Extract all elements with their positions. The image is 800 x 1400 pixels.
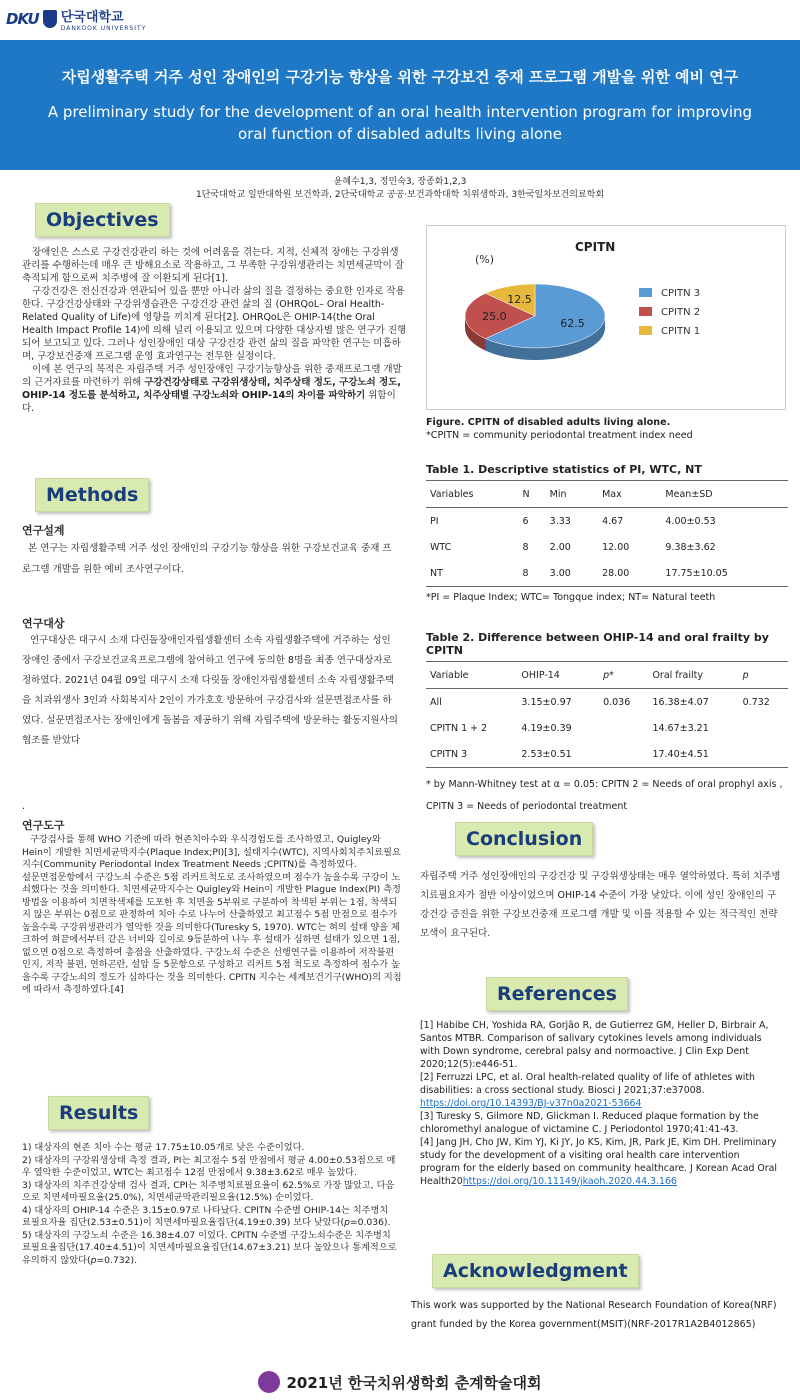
reference-link[interactable]: https://doi.org/10.11149/jkaoh.2020.44.3.166 xyxy=(462,1176,677,1187)
result-1: 1) 대상자의 현존 치아 수는 평균 17.75±10.05개로 낮은 수준이었다. xyxy=(22,1142,305,1153)
top-bar xyxy=(0,0,800,40)
table-cell xyxy=(739,741,788,768)
table-row xyxy=(426,560,788,587)
chart-title: CPITN xyxy=(575,240,616,254)
table2-header: p* xyxy=(603,669,614,681)
design-text: 본 연구는 자립생활주택 거주 성인 장애인의 구강기능 향상을 위한 구강보건교육 중재 프로그램 개발을 위한 예비 조사연구이다. xyxy=(22,543,392,575)
table2-note: * by Mann-Whitney test at α = 0.05: CPITN 2 = Needs of oral prophyl axis , CPITN 3 = Needs of periodontal treatment xyxy=(426,779,783,812)
table1-header: Min xyxy=(549,488,567,500)
references-list xyxy=(420,1019,782,1188)
table2-caption: Table 2. Difference between OHIP-14 and oral frailty by CPITN xyxy=(426,631,769,657)
tool-title: 연구도구 xyxy=(22,819,65,832)
figure-caption-block xyxy=(426,416,786,442)
table-cell: 16.38±4.07 xyxy=(652,696,709,708)
cpitn-pie-svg xyxy=(427,226,785,409)
figure-caption: Figure. CPITN of disabled adults living alone. xyxy=(426,417,671,428)
table2-header: OHIP-14 xyxy=(521,669,560,681)
table-cell: 4.00±0.53 xyxy=(665,515,716,527)
shield-icon xyxy=(43,10,57,28)
pie-data-label: 12.5 xyxy=(507,292,532,306)
subject-title: 연구대상 xyxy=(22,617,65,630)
methods-header: Methods xyxy=(35,478,149,512)
conclusion-header: Conclusion xyxy=(455,822,593,856)
table1-header: N xyxy=(522,488,530,500)
result-4: 4) 대상자의 OHIP-14 수준은 3.15±0.97로 나타났다. CPITN 수준별 OHIP-14는 치주병치료필요자율 집단(2.53±0.51)이 치면세마필요율집단(4.19±0.39) 보다 낮았다(p=0.036). xyxy=(22,1204,391,1228)
table1-header: Variables xyxy=(430,488,474,500)
university-mark: DKU xyxy=(6,10,39,28)
table-cell: 2.53±0.51 xyxy=(521,748,572,760)
table-cell xyxy=(739,715,788,741)
references-header: References xyxy=(486,977,628,1011)
table-cell: 28.00 xyxy=(602,567,630,579)
legend-swatch xyxy=(639,326,652,335)
pie-data-label: 62.5 xyxy=(560,317,585,331)
legend-label: CPITN 3 xyxy=(661,288,701,299)
authors: 윤혜수1,3, 정민숙3, 장종화1,2,3 xyxy=(333,177,467,187)
title-banner xyxy=(0,40,800,170)
reference-item: [2] Ferruzzi LPC, et al. Oral health-related quality of life of athletes with disabilities: a cross sectional study. Biosci J 2021;37:e37008. https://doi.org/10.14393/BJ-v37n0a2021-53664 xyxy=(420,1072,755,1109)
reference-item: [1] Habibe CH, Yoshida RA, Gorjão R, de Gutierrez GM, Heller D, Birbrair A, Santos MTBR. Comparison of salivary cytokines levels among individuals with Down syndrome, cerebral palsy and normoactive. J Clin Exp Dent 2020;12(5):e446-51. xyxy=(420,1020,769,1070)
design-title: 연구설계 xyxy=(22,524,65,537)
legend-swatch xyxy=(639,288,652,297)
table-cell: CPITN 3 xyxy=(430,748,468,760)
table-row xyxy=(426,689,788,716)
table1-header: Mean±SD xyxy=(665,488,713,500)
reference-link[interactable]: https://doi.org/10.14393/BJ-v37n0a2021-53664 xyxy=(420,1098,642,1109)
table-cell: 4.67 xyxy=(602,515,624,527)
title-english: A preliminary study for the development of an oral health intervention program for improving oral function of disabled adults living alone xyxy=(47,103,753,143)
cpitn-chart xyxy=(426,225,786,410)
table2-header: Variable xyxy=(430,669,469,681)
table2-header-row xyxy=(426,662,788,689)
university-name-kr: 단국대학교 xyxy=(60,10,124,25)
table-cell: 2.00 xyxy=(549,541,571,553)
table-cell: 6 xyxy=(522,515,529,527)
table2-header: Oral frailty xyxy=(652,669,703,681)
objectives-body xyxy=(22,246,407,415)
table1-note: *PI = Plaque Index; WTC= Tongque index; NT= Natural teeth xyxy=(426,592,716,603)
legend-label: CPITN 1 xyxy=(661,326,701,337)
table-cell: All xyxy=(430,696,442,708)
table-cell: 9.38±3.62 xyxy=(665,541,716,553)
table-cell: 3.00 xyxy=(549,567,571,579)
table-cell: 8 xyxy=(522,541,529,553)
methods-body xyxy=(22,522,400,580)
table-cell: 0.732 xyxy=(742,696,770,708)
table-cell: NT xyxy=(430,567,443,579)
acknowledgment-header: Acknowledgment xyxy=(432,1254,639,1288)
table2-block xyxy=(426,631,790,818)
table-cell xyxy=(599,715,648,741)
subject-text: 연구대상은 대구시 소재 다린돌장애인자립생활센터 소속 자립생활주택에 거주하는 성인 장애인 중에서 구강보건교육프로그램에 참여하고 연구에 동의한 8명을 최종 연구대상자로 정하였다. 2021년 04월 09일 대구시 소재 다릿돌 장애인자립생활센터 소속 자립생활주택을 치과위생사 3인과 사회복지사 2인이 가가호호 방문하여 구강검사와 설문면접조사를 하였다. 설문면접조사는 장애인에게 돌봄을 제공하기 위해 자립주택에 방문하는 활동지원사의 협조를 받았다 xyxy=(22,635,398,746)
result-5: 5) 대상자의 구강노쇠 수준은 16.38±4.07 이었다. CPITN 수준별 구강노쇠수준은 치주병치료필요율집단(17.40±4.51)이 치면세마필요율집단(14.67±3.21) 보다 높았으나 통계적으로 유의하지 않았다(p=0.732). xyxy=(22,1229,397,1266)
pie-data-label: 25.0 xyxy=(482,310,507,323)
title-korean: 자립생활주택 거주 성인 장애인의 구강기능 향상을 위한 구강보건 중재 프로그램 개발을 위한 예비 연구 xyxy=(61,68,739,86)
table-cell: 14.67±3.21 xyxy=(652,722,709,734)
tool-p1: 구강검사를 통해 WHO 기준에 따라 현존치아수와 우식경험도를 조사하였고, Quigley와 Hein이 개발한 치면세균막지수(Plaque Index;PI)[3], 설태지수(WTC), 지역사회치주치료필요지수(Community Periodontal Index Treatment Needs ;CPITN)를 측정하였다. xyxy=(22,834,401,870)
table-cell: 3.15±0.97 xyxy=(521,696,572,708)
footer xyxy=(0,1372,800,1395)
table-cell: 17.40±4.51 xyxy=(652,748,709,760)
affiliations: 1단국대학교 일반대학원 보건학과, 2단국대학교 공공·보건과학대학 치위생학과, 3한국일차보건의료학회 xyxy=(195,190,605,200)
conference-title: 2021년 한국치위생학회 춘계학술대회 xyxy=(286,1374,542,1392)
society-logo-icon xyxy=(258,1371,280,1393)
results-header: Results xyxy=(48,1096,149,1130)
table2-header: p xyxy=(742,669,749,681)
legend-swatch xyxy=(639,307,652,316)
table1-caption: Table 1. Descriptive statistics of PI, WTC, NT xyxy=(426,463,702,476)
table1-block xyxy=(426,463,788,604)
table-row xyxy=(426,508,788,535)
table-row xyxy=(426,534,788,560)
figure-note: *CPITN = community periodontal treatment index need xyxy=(426,430,693,441)
table-cell: PI xyxy=(430,515,439,527)
tool-p2: 설문면접문항에서 구강노쇠 수준은 5점 리커트척도로 조사하였으며 점수가 높을수록 구강이 노쇠했다는 것을 의미한다. 치면세균막지수는 Quigley와 Hein이 개발한 Plague Index(PI) 측정방법을 이용하여 치면착색제를 도포한 후 치면을 5부위로 구분하여 착색된 부위는 1점, 착색되지 않은 부위는 0점으로 판정하여 치아 수로 나누어 산출하였고 최고점수 5점 만점으로 점수가 높을수록 구강위생관리가 열악한 것을 의미한다(Turesky S, 1970). WTC는 혀의 설태 양을 체크하여 혀끝에서부터 같은 너비와 길이로 9등분하여 나누 후 설태가 심하면 설태가 있으면 1점, 없으면 0점으로 측정하여 총점을 산출하였다. 구강노쇠 수준은 선행연구를 이용하여 저작불편인지, 저작 불편, 연하곤란, 설압 등 5문항으로 구성하고 리커트 5점 척도로 측정하여 점수가 높을수록 구강노쇠의 정도가 심하다는 것을 의미한다. CPITN 지수는 세계보건기구(WHO)의 지침에 따라서 측정하였다.[4] xyxy=(22,871,402,995)
table-cell: WTC xyxy=(430,541,452,553)
table-row xyxy=(426,715,788,741)
result-3: 3) 대상자의 치주건강상태 검사 결과, CPI는 치주병치료필요율이 62.5%로 가장 많았고, 다음으로 치면세마필요율(25.0%), 치면세균막관리필요율(12.5%) 순이었다. xyxy=(22,1179,395,1203)
table1-header-row xyxy=(426,481,788,508)
objectives-p2: 구강건강은 전신건강과 연관되어 있을 뿐만 아니라 삶의 질을 결정하는 중요한 인자로 작용한다. 구강건강상태와 구강위생습관은 구강건강 관련 삶의 질 (OHRQoL– Oral Health-Related Quality of Life)에 영향을 끼치게 된다[2]. OHRQoL은 OHIP-14(the Oral Health Impact Profile 14)에 의해 널리 이용되고 있으며 다양한 대상자별 많은 연구가 진행되어 보고되고 있다. 그러나 성인장애인 대상 구강건강 관련 삶의 질을 파악한 연구는 미흡하며, 구강보건중재 프로그램 운영 효과연구는 전무한 실정이다. xyxy=(22,286,407,362)
legend-label: CPITN 2 xyxy=(661,307,701,318)
acknowledgment-text: This work was supported by the National Research Foundation of Korea(NRF) grant funded by the Korea government(MSIT)(NRF-2017R1A2B4012865) xyxy=(411,1300,777,1330)
table-cell: 17.75±10.05 xyxy=(665,567,728,579)
reference-item: [3] Turesky S, Gilmore ND, Glickman I. Reduced plaque formation by the chloromethyl analogue of victamine C. J Periodontol 1970;41:41-43. xyxy=(420,1111,759,1135)
objectives-header: Objectives xyxy=(35,203,170,237)
result-2: 2) 대상자의 구강위생상태 측정 결과, PI는 최고점수 5점 만점에서 평균 4.00±0.53점으로 매우 열악한 수준이었고, WTC는 최고점수 12점 만점에서 9.38±3.62로 매우 높았다. xyxy=(22,1154,396,1178)
chart-unit: (%) xyxy=(475,253,495,266)
table-cell: 8 xyxy=(522,567,529,579)
tool-section xyxy=(22,818,402,997)
table-cell xyxy=(599,741,648,768)
results-body xyxy=(22,1142,397,1267)
reference-item: [4] Jang JH, Cho JW, Kim YJ, Ki JY, Jo KS, Kim, JR, Park JE, Kim DH. Preliminary study for the development of a visiting oral health care intervention program for the elderly based on community healthcare. J Korean Acad Oral Health20https://doi.org/10.11149/jkaoh.2020.44.3.166 xyxy=(420,1137,777,1187)
university-name-en: DANKOOK UNIVERSITY xyxy=(60,25,147,32)
objectives-p3: 이에 본 연구의 목적은 자립주택 거주 성인장애인 구강기능향상을 위한 중재프로그램 개발의 근거자료를 마련하기 위해 구강건강상태로 구강위생상태, 치주상태 정도, 구강노쇠 정도, OHIP-14 정도를 분석하고, 치주상태별 구강노쇠와 OHIP-14의 차이를 파악하기 위함이다. xyxy=(22,364,402,414)
table-cell: 4.19±0.39 xyxy=(521,722,572,734)
table-cell: 3.33 xyxy=(549,515,571,527)
table-cell: 12.00 xyxy=(602,541,630,553)
table-cell: 0.036 xyxy=(603,696,631,708)
table2 xyxy=(426,661,788,768)
table1-header: Max xyxy=(602,488,622,500)
university-logo xyxy=(6,6,146,32)
subject-section xyxy=(22,615,400,751)
conclusion-text: 자립주택 거주 성인장애인의 구강건강 및 구강위생상태는 매우 열악하였다. 특히 치주병치료필요자가 절반 이상이었으며 OHIP-14 수준이 가장 낮았다. 이에 성인 장애인의 구강건강 증진을 위한 구강보건중재 프로그램 개발 및 이를 적용할 수 있는 적극적인 전략 모색이 요구된다. xyxy=(420,871,781,939)
objectives-p1: 장애인은 스스로 구강건강관리 하는 것에 어려움을 겪는다. 지적, 신체적 장애는 구강위생관리를 수행하는데 매우 큰 방해요소로 작용하고, 그 부족한 구강위생관리는 치면세균막이 잘 축적되게 함으로써 치주병에 잘 이환되게 된다[1]. xyxy=(22,247,404,284)
table1 xyxy=(426,480,788,587)
table-cell: CPITN 1 + 2 xyxy=(430,722,488,734)
table-row xyxy=(426,741,788,768)
dot: . xyxy=(22,801,26,812)
